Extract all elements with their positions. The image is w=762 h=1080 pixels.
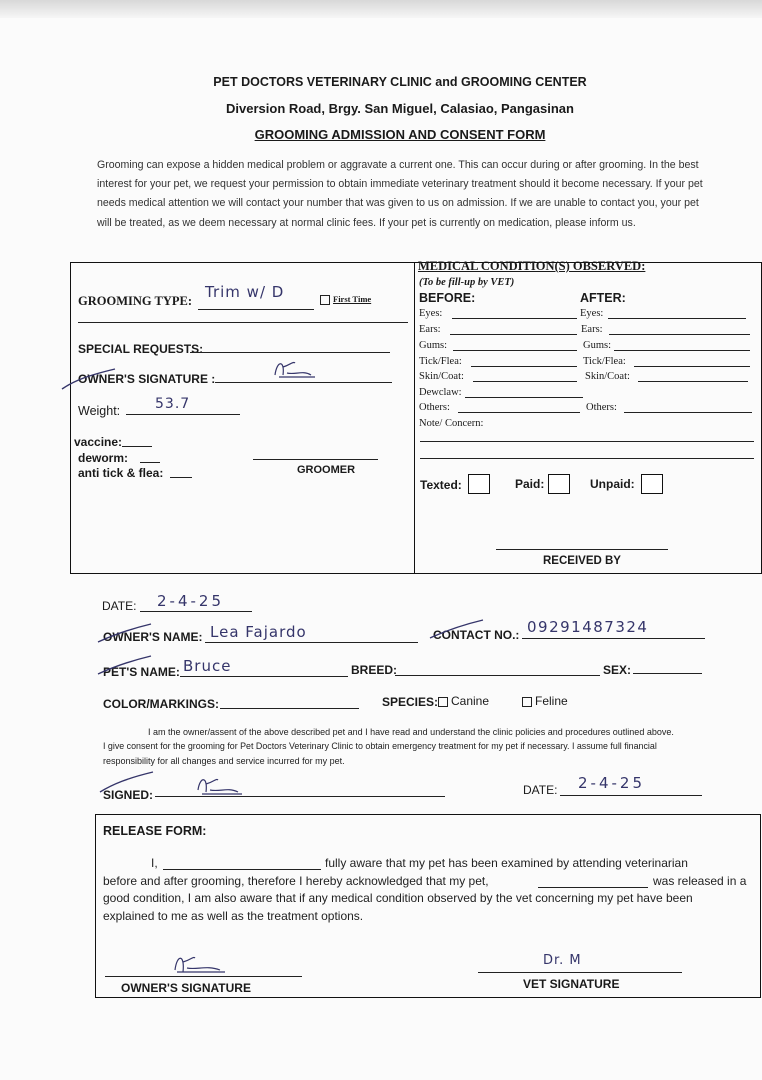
first-time-label: First Time: [333, 294, 372, 304]
grooming-type-line: [198, 309, 314, 310]
release-line-1-text: fully aware that my pet has been examined by attending veterinarian: [325, 856, 688, 870]
after-tick-line: [634, 366, 750, 367]
paid-checkbox[interactable]: [548, 474, 570, 494]
before-ears-label: Ears:: [419, 324, 441, 335]
release-line-2-end: was released in a: [653, 874, 747, 888]
release-pet-line: [538, 887, 648, 888]
before-label: BEFORE:: [419, 291, 476, 305]
owner-name-label: OWNER'S NAME:: [103, 630, 203, 644]
intro-paragraph: Grooming can expose a hidden medical problem or aggravate a current one. This can occur during or after grooming. In the best interest for your pet, we request your permission to obtain immediate veterinary treatment should it become necessary. If your pet needs medical attention we will contact your number that was given to us on admission. If we are unable to contact you, your pet will be treated, as we deem necessary at normal clinic fees. If your pet is currently on medication, please inform us.: [97, 159, 703, 229]
panel-divider: [414, 262, 415, 573]
owner-name-value[interactable]: Lea Fajardo: [210, 623, 307, 641]
after-others-line: [624, 412, 752, 413]
before-tick-label: Tick/Flea:: [419, 356, 462, 367]
owner-name-line: [205, 642, 418, 643]
anti-tick-line: [170, 477, 192, 478]
color-markings-line: [220, 708, 359, 709]
feline-radio[interactable]: [522, 697, 532, 707]
grooming-type-line-2: [78, 322, 408, 323]
canine-option[interactable]: [438, 694, 489, 708]
release-owner-signature-line: [105, 976, 302, 977]
first-time-box[interactable]: [320, 295, 330, 305]
deworm-line: [140, 462, 160, 463]
note-line-1: [420, 441, 754, 442]
vaccine-label: vaccine:: [74, 435, 123, 449]
consent-line-3: responsibility for all changes and service incurred for my pet.: [103, 756, 345, 766]
before-dewclaw-label: Dewclaw:: [419, 387, 462, 398]
after-ears-line: [609, 334, 750, 335]
before-others-line: [458, 412, 580, 413]
before-eyes-line: [452, 318, 577, 319]
anti-tick-label: anti tick & flea:: [78, 466, 164, 480]
after-skin-line: [638, 381, 748, 382]
before-tick-line: [471, 366, 577, 367]
vaccine-line: [122, 446, 152, 447]
before-dewclaw-line: [465, 397, 583, 398]
signed-label: SIGNED:: [103, 788, 154, 802]
after-others-label: Others:: [586, 402, 617, 413]
weight-value[interactable]: 53.7: [155, 396, 191, 412]
release-line-2-text: before and after grooming, therefore I hereby acknowledged that my pet,: [103, 874, 489, 888]
owner-signature-mark: [265, 355, 325, 385]
breed-label: BREED:: [351, 663, 398, 677]
note-line-2: [420, 458, 754, 459]
unpaid-checkbox[interactable]: [641, 474, 663, 494]
weight-label: Weight:: [78, 404, 121, 418]
received-by-label: RECEIVED BY: [543, 555, 621, 567]
first-time-checkbox[interactable]: [320, 294, 371, 305]
contact-check: [428, 618, 488, 642]
before-ears-line: [450, 334, 577, 335]
clinic-address: Diversion Road, Brgy. San Miguel, Calasiao, Pangasinan: [226, 101, 574, 116]
groomer-line: [253, 459, 378, 460]
sex-line: [633, 673, 702, 674]
grooming-type-label: GROOMING TYPE:: [78, 294, 193, 308]
release-owner-signature-mark: [165, 950, 235, 978]
after-label: AFTER:: [580, 291, 626, 305]
scan-edge: [0, 0, 762, 18]
pet-name-label: PET'S NAME:: [103, 665, 180, 679]
release-name-line: [163, 869, 321, 870]
pet-name-check: [96, 654, 156, 678]
note-label: Note/ Concern:: [419, 418, 484, 429]
owner-name-check: [96, 622, 156, 646]
release-i: I,: [151, 856, 158, 870]
special-requests-line: [190, 352, 390, 353]
canine-label: Canine: [451, 694, 490, 708]
date2-label: DATE:: [523, 783, 558, 797]
weight-line: [126, 414, 240, 415]
owner-signature-label: OWNER'S SIGNATURE :: [78, 372, 216, 386]
after-gums-label: Gums:: [583, 340, 612, 351]
species-label: SPECIES:: [382, 695, 439, 709]
after-skin-label: Skin/Coat:: [585, 371, 630, 382]
vet-signature-value: Dr. M: [543, 953, 582, 968]
contact-label: CONTACT NO.:: [433, 628, 520, 642]
color-markings-label: COLOR/MARKINGS:: [103, 697, 219, 711]
canine-radio[interactable]: [438, 697, 448, 707]
paid-label: Paid:: [515, 477, 545, 491]
before-gums-line: [453, 350, 577, 351]
grooming-type-value[interactable]: Trim w/ D: [205, 283, 285, 301]
clinic-name: PET DOCTORS VETERINARY CLINIC and GROOMING CENTER: [213, 75, 587, 89]
date2-value[interactable]: 2-4-25: [578, 774, 645, 792]
pet-name-line: [180, 676, 348, 677]
special-requests-label: SPECIAL REQUESTS:: [78, 342, 204, 356]
after-eyes-label: Eyes:: [580, 308, 604, 319]
feline-label: Feline: [535, 694, 568, 708]
release-owner-signature-label: OWNER'S SIGNATURE: [121, 981, 251, 995]
signed-signature-mark: [190, 772, 250, 800]
before-skin-label: Skin/Coat:: [419, 371, 464, 382]
before-others-label: Others:: [419, 402, 450, 413]
form-title: GROOMING ADMISSION AND CONSENT FORM: [254, 127, 546, 142]
groomer-label: GROOMER: [297, 464, 356, 476]
consent-line-2: I give consent for the grooming for Pet Doctors Veterinary Clinic to obtain emergency treatment for my pet if necessary. I assume full financial: [103, 741, 657, 751]
unpaid-label: Unpaid:: [590, 477, 635, 491]
medical-title: MEDICAL CONDITION(S) OBSERVED:: [418, 259, 646, 273]
feline-option[interactable]: [522, 694, 568, 708]
date-label: DATE:: [102, 599, 137, 613]
consent-line-1: I am the owner/assent of the above described pet and I have read and understand the clinic policies and procedures outlined above.: [148, 727, 674, 737]
breed-line: [395, 675, 600, 676]
texted-label: Texted:: [420, 478, 462, 492]
date-line: [140, 611, 252, 612]
texted-checkbox[interactable]: [468, 474, 490, 494]
after-gums-line: [614, 350, 750, 351]
before-eyes-label: Eyes:: [419, 308, 443, 319]
before-skin-line: [473, 381, 577, 382]
sex-label: SEX:: [603, 663, 632, 677]
received-by-line: [496, 549, 668, 550]
after-ears-label: Ears:: [581, 324, 603, 335]
date2-line: [560, 795, 702, 796]
after-tick-label: Tick/Flea:: [583, 356, 626, 367]
signed-check: [98, 770, 158, 796]
release-line-4: explained to me as well as the treatment options.: [103, 909, 364, 923]
before-gums-label: Gums:: [419, 340, 448, 351]
contact-value[interactable]: 09291487324: [527, 618, 649, 636]
owner-check-stroke: [60, 365, 120, 395]
pet-name-value[interactable]: Bruce: [183, 657, 232, 675]
vet-signature-label: VET SIGNATURE: [523, 977, 620, 991]
contact-line: [522, 638, 705, 639]
release-line-3: good condition, I am also aware that if any medical condition observed by the vet concerning my pet have been: [103, 891, 693, 905]
medical-subtitle: (To be fill-up by VET): [419, 277, 515, 288]
deworm-label: deworm:: [78, 451, 129, 465]
vet-signature-line: [478, 972, 682, 973]
after-eyes-line: [608, 318, 746, 319]
release-title: RELEASE FORM:: [103, 824, 207, 838]
date-value[interactable]: 2-4-25: [157, 592, 224, 610]
